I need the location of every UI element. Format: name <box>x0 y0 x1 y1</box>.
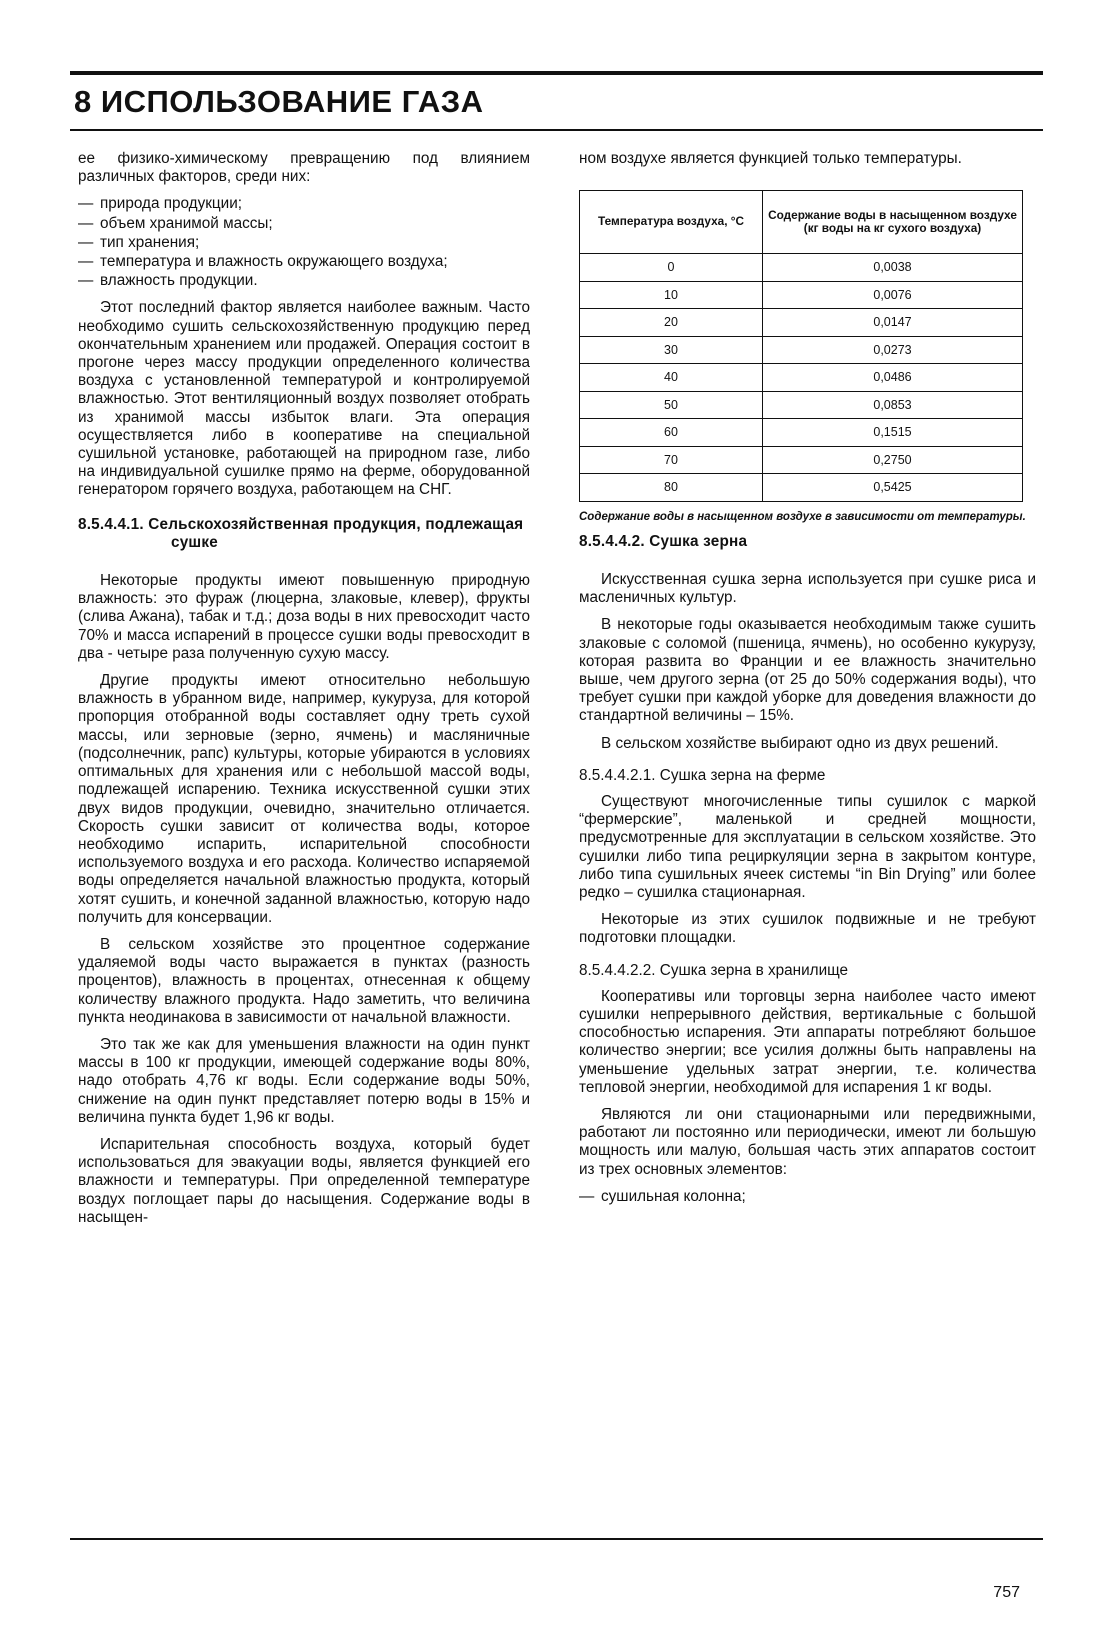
paragraph: Являются ли они стационарными или передвижными, работают ли постоянно или периодически, имеют ли большую мощность или малую, большая часть этих аппаратов состоит из трех основных элементов: <box>579 1105 1036 1178</box>
table-cell: 0,0038 <box>763 254 1023 282</box>
table-row <box>580 309 1023 337</box>
table-cell: 0,0076 <box>763 281 1023 309</box>
table-header-row <box>580 191 1023 254</box>
top-rule <box>70 71 1043 75</box>
subsection-heading: 8.5.4.4.2.2. Сушка зерна в хранилище <box>579 961 849 979</box>
paragraph: Существуют многочисленные типы сушилок с маркой “фермерские”, маленькой и средней мощности, предусмотренные для эксплуатации в сельском хозяйстве. Это сушилки либо типа рециркуляции зерна в закрытом контуре, либо типа сушильных ячеек системы “in Bin Drying” или более редко – сушилка стационарная. <box>579 792 1036 901</box>
table-cell: 0,0853 <box>763 391 1023 419</box>
table-cell: 70 <box>580 446 763 474</box>
table-row <box>580 391 1023 419</box>
table-cell: 0,0486 <box>763 364 1023 392</box>
title-rule <box>70 129 1043 131</box>
section-heading: 8.5.4.4.2. Сушка зерна <box>579 532 748 550</box>
saturation-table <box>579 190 1023 502</box>
table-row <box>580 364 1023 392</box>
left-column <box>78 150 530 1236</box>
table-cell: 0,5425 <box>763 474 1023 502</box>
page-number: 757 <box>993 1584 1020 1601</box>
list-item: — влажность продукции. <box>78 272 530 290</box>
paragraph: Некоторые продукты имеют повышенную природную влажность: это фураж (люцерна, злаковые, клевер), фрукты (слива Ажана), табак и т.д.; доза воды в них превосходит часто 70% и масса испарений в процессе сушки воды превосходит в два - четыре раза полученную сухую массу. <box>78 572 530 662</box>
paragraph: Кооперативы или торговцы зерна наиболее часто имеют сушилки непрерывного действия, вертикальные с большой способностью испарения. Эти аппараты потребляют большое количество энергии; все усилия должны быть направлены на уменьшение удельных затрат энергии, т.е. количества тепловой энергии, необходимой для испарения 1 кг воды. <box>579 987 1036 1096</box>
table-cell: 0,2750 <box>763 446 1023 474</box>
paragraph: Этот последний фактор является наиболее важным. Часто необходимо сушить сельскохозяйственную продукцию перед окончательным хранением или продажей. Операция состоит в прогоне через массу продукции определенного количества воздуха с установленной температурой и контролируемой влажностью. Этот вентиляционный воздух позволяет отобрать из хранимой массы избыток влаги. Эта операция осуществляется либо в кооперативе на специальной сушильной установке, работающей на природном газе, либо на индивидуальной сушилке прямо на ферме, оборудованной генератором горячего воздуха, работающем на СНГ. <box>78 299 530 499</box>
list-item: — объем хранимой массы; <box>78 215 530 233</box>
table-cell: 0 <box>580 254 763 282</box>
table-header-temperature: Температура воздуха, °С <box>580 191 763 254</box>
table-cell: 0,1515 <box>763 419 1023 447</box>
list-item: — температура и влажность окружающего воздуха; <box>78 253 530 271</box>
table-cell: 40 <box>580 364 763 392</box>
table-row <box>580 281 1023 309</box>
table-row <box>580 474 1023 502</box>
chapter-title: 8 ИСПОЛЬЗОВАНИЕ ГАЗА <box>74 84 484 119</box>
subsection-heading: 8.5.4.4.2.1. Сушка зерна на ферме <box>579 766 826 784</box>
paragraph: В сельском хозяйстве выбирают одно из двух решений. <box>601 734 999 752</box>
paragraph: Другие продукты имеют относительно небольшую влажность в убранном виде, например, кукуруза, для которой пропорция отобранной воды составляет одну треть сухой массы, или зерновые (зерно, ячмень) и масляничные (подсолнечник, рапс) культуры, которые убираются в условиях оптимальных для хранения или с небольшой массой воды, подлежащей испарению. Техника искусственной сушки этих двух видов продукции, очевидно, значительно отличается. Скорость сушки зависит от количества воды, которое необходимо испарить, испарительной способности используемого воздуха и его расхода. Количество испаряемой воды определяется начальной влажностью продукта, который хотят сушить, и конечной заданной влажностью, которую надо получить для консервации. <box>78 672 530 926</box>
table-caption: Содержание воды в насыщенном воздухе в зависимости от температуры. <box>579 510 1026 523</box>
table-cell: 10 <box>580 281 763 309</box>
table-row <box>580 336 1023 364</box>
paragraph: Некоторые из этих сушилок подвижные и не требуют подготовки площадки. <box>579 911 1036 947</box>
table-cell: 80 <box>580 474 763 502</box>
table-cell: 50 <box>580 391 763 419</box>
list-item: — природа продукции; <box>78 195 530 213</box>
paragraph: ном воздухе является функцией только температуры. <box>579 150 962 167</box>
bottom-rule <box>70 1538 1043 1540</box>
paragraph: Испарительная способность воздуха, который будет использоваться для эвакуации воды, является функцией его влажности и температуры. При определенной температуре воздух поглощает пары до насыщения. Содержание воды в насыщен- <box>78 1135 530 1226</box>
table-header-water-content: Содержание воды в насыщенном воздухе (кг воды на кг сухого воздуха) <box>763 191 1023 254</box>
table-cell: 0,0273 <box>763 336 1023 364</box>
table-row <box>580 446 1023 474</box>
table-row <box>580 419 1023 447</box>
right-column <box>579 150 1036 1215</box>
paragraph: Это так же как для уменьшения влажности на один пункт массы в 100 кг продукции, имеющей содержание воды 80%, надо отобрать 4,76 кг воды. Если содержание воды 50%, снижение на один пункт представляет потерю воды в 15% и величина пункта будет 1,96 кг воды. <box>78 1035 530 1126</box>
table-cell: 20 <box>580 309 763 337</box>
table-cell: 60 <box>580 419 763 447</box>
table-cell: 0,0147 <box>763 309 1023 337</box>
paragraph: В некоторые годы оказывается необходимым также сушить злаковые с соломой (пшеница, ячмень), но особенно кукурузу, которая развита во Франции и ее влажность значительно выше, чем другого зерна (от 25 до 50% содержания воды), что требует сушки при каждой уборке для доведения влажности до стандартной величины – 15%. <box>579 616 1036 725</box>
list-item: — сушильная колонна; <box>579 1188 1036 1206</box>
elements-list <box>579 1188 1036 1206</box>
factors-list <box>78 195 530 290</box>
paragraph: В сельском хозяйстве это процентное содержание удаляемой воды часто выражается в пунктах (разность процентов), влажность в процентах, отнесенная к общему количеству влажного продукта. Надо заметить, что величина пункта неодинакова в зависимости от начальной влажности. <box>78 935 530 1026</box>
section-heading: 8.5.4.4.1. Сельскохозяйственная продукция, подлежащая сушке <box>78 515 524 551</box>
table-cell: 30 <box>580 336 763 364</box>
paragraph: Искусственная сушка зерна используется при сушке риса и масленичных культур. <box>579 570 1036 607</box>
table-row <box>580 254 1023 282</box>
list-item: — тип хранения; <box>78 234 530 252</box>
paragraph: ее физико-химическому превращению под влиянием различных факторов, среди них: <box>78 150 530 186</box>
